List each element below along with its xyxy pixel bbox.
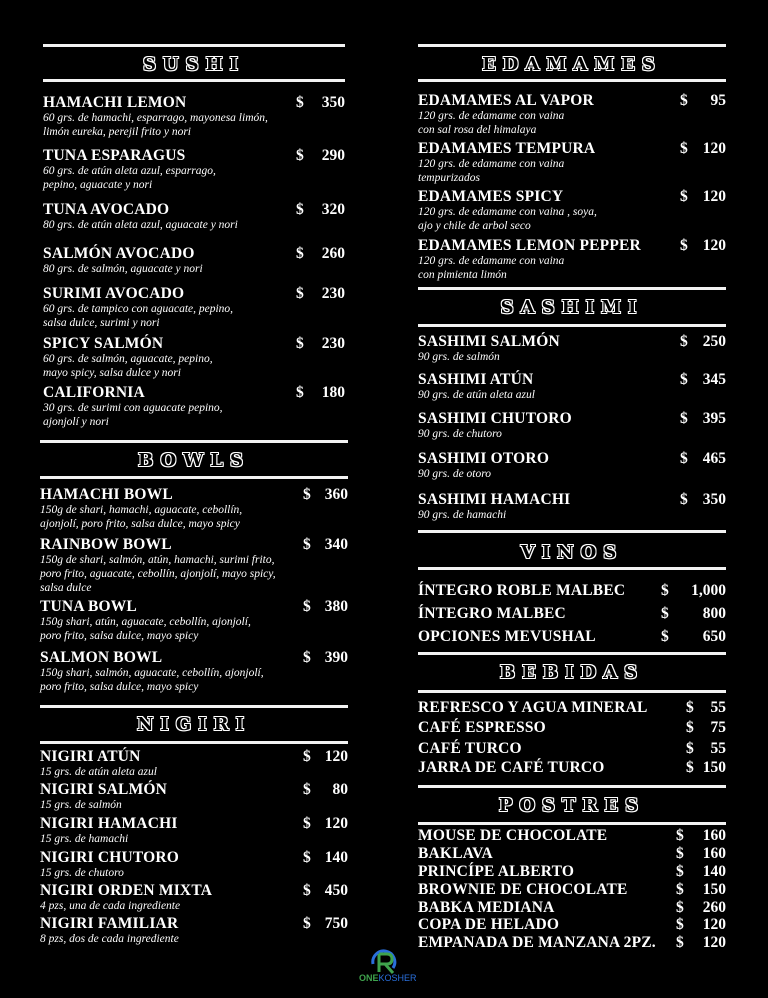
item-description: 15 grs. de hamachi bbox=[40, 833, 129, 845]
item-currency: $ bbox=[661, 582, 669, 599]
item-description: 8 pzs, dos de cada ingrediente bbox=[40, 933, 179, 945]
item-price: 120 bbox=[702, 934, 726, 951]
item-price: 230 bbox=[321, 285, 345, 302]
item-price: 800 bbox=[702, 605, 726, 622]
item-description: con sal rosa del himalaya bbox=[418, 124, 537, 136]
item-name: SURIMI AVOCADO bbox=[43, 285, 185, 302]
item-description: salsa dulce bbox=[40, 582, 92, 594]
item-currency: $ bbox=[676, 916, 684, 933]
item-name: EDAMAMES LEMON PEPPER bbox=[418, 237, 641, 254]
vinos-bottom-rule bbox=[418, 567, 726, 570]
item-description: 90 grs. de hamachi bbox=[418, 509, 507, 521]
item-currency: $ bbox=[661, 628, 669, 645]
item-price: 120 bbox=[702, 237, 726, 254]
item-description: 150g de shari, salmón, atún, hamachi, surimi frito, bbox=[40, 554, 275, 566]
item-price: 160 bbox=[702, 827, 726, 844]
item-description: ajo y chile de arbol seco bbox=[418, 220, 531, 232]
item-price: 150 bbox=[702, 759, 726, 776]
item-currency: $ bbox=[296, 335, 304, 352]
item-currency: $ bbox=[680, 333, 688, 350]
sashimi-top-rule bbox=[418, 287, 726, 290]
nigiri-top-rule bbox=[40, 705, 348, 708]
item-currency: $ bbox=[296, 285, 304, 302]
item-name: CALIFORNIA bbox=[43, 384, 145, 401]
vinos-top-rule bbox=[418, 530, 726, 533]
edamames-top-rule bbox=[418, 44, 726, 47]
item-name: TUNA ESPARAGUS bbox=[43, 147, 186, 164]
item-price: 120 bbox=[702, 140, 726, 157]
item-name: ÍNTEGRO ROBLE MALBEC bbox=[418, 582, 626, 599]
item-description: ajonjolí, poro frito, salsa dulce, mayo spicy bbox=[40, 518, 240, 530]
vinos-section-title: VINOS bbox=[520, 542, 624, 563]
item-price: 350 bbox=[702, 491, 726, 508]
item-currency: $ bbox=[296, 245, 304, 262]
item-currency: $ bbox=[296, 94, 304, 111]
item-price: 750 bbox=[324, 915, 348, 932]
item-currency: $ bbox=[303, 915, 311, 932]
item-description: mayo spicy, salsa dulce y nori bbox=[43, 367, 181, 379]
item-description: con pimienta limón bbox=[418, 269, 507, 281]
item-currency: $ bbox=[686, 719, 694, 736]
bowls-section-title: BOWLS bbox=[137, 450, 251, 471]
item-description: 150g shari, salmón, aguacate, cebollín, ajonjolí, bbox=[40, 667, 264, 679]
item-currency: $ bbox=[303, 882, 311, 899]
item-currency: $ bbox=[680, 140, 688, 157]
item-price: 465 bbox=[702, 450, 726, 467]
item-description: 120 grs. de edamame con vaina bbox=[418, 158, 565, 170]
item-price: 55 bbox=[710, 740, 726, 757]
item-name: SALMÓN AVOCADO bbox=[43, 245, 195, 262]
item-description: ajonjolí y nori bbox=[43, 416, 109, 428]
item-currency: $ bbox=[296, 384, 304, 401]
item-description: 90 grs. de otoro bbox=[418, 468, 492, 480]
item-description: 90 grs. de salmón bbox=[418, 351, 500, 363]
item-price: 80 bbox=[332, 781, 348, 798]
item-description: 15 grs. de chutoro bbox=[40, 867, 124, 879]
item-name: JARRA DE CAFÉ TURCO bbox=[418, 759, 605, 776]
item-description: 80 grs. de salmón, aguacate y nori bbox=[43, 263, 203, 275]
item-name: HAMACHI LEMON bbox=[43, 94, 187, 111]
item-description: 4 pzs, una de cada ingrediente bbox=[40, 900, 181, 912]
item-name: EDAMAMES SPICY bbox=[418, 188, 564, 205]
bebidas-section-title: BEBIDAS bbox=[499, 662, 645, 683]
item-price: 320 bbox=[321, 201, 345, 218]
item-description: 120 grs. de edamame con vaina bbox=[418, 110, 565, 122]
item-name: OPCIONES MEVUSHAL bbox=[418, 628, 596, 645]
item-description: poro frito, salsa dulce, mayo spicy bbox=[40, 681, 199, 693]
item-description: 30 grs. de surimi con aguacate pepino, bbox=[43, 402, 223, 414]
sashimi-bottom-rule bbox=[418, 324, 726, 327]
item-name: EDAMAMES TEMPURA bbox=[418, 140, 596, 157]
item-price: 1,000 bbox=[691, 582, 726, 599]
item-currency: $ bbox=[303, 486, 311, 503]
item-currency: $ bbox=[303, 748, 311, 765]
item-description: 60 grs. de salmón, aguacate, pepino, bbox=[43, 353, 213, 365]
item-currency: $ bbox=[680, 237, 688, 254]
sushi-bottom-rule bbox=[43, 79, 345, 82]
item-description: 60 grs. de hamachi, esparrago, mayonesa limón, bbox=[43, 112, 268, 124]
item-currency: $ bbox=[303, 649, 311, 666]
nigiri-section-title: NIGIRI bbox=[136, 714, 252, 735]
item-name: SASHIMI SALMÓN bbox=[418, 333, 560, 350]
item-currency: $ bbox=[676, 899, 684, 916]
item-name: PRINCÍPE ALBERTO bbox=[418, 863, 575, 880]
postres-section-title: POSTRES bbox=[498, 795, 646, 816]
item-name: CAFÉ TURCO bbox=[418, 740, 522, 757]
item-currency: $ bbox=[296, 147, 304, 164]
bowls-top-rule bbox=[40, 440, 348, 443]
item-name: SPICY SALMÓN bbox=[43, 335, 164, 352]
sushi-top-rule bbox=[43, 44, 345, 47]
sashimi-section-title: SASHIMI bbox=[500, 297, 644, 318]
item-name: SASHIMI OTORO bbox=[418, 450, 550, 467]
item-name: SASHIMI CHUTORO bbox=[418, 410, 572, 427]
item-name: BROWNIE DE CHOCOLATE bbox=[418, 881, 628, 898]
item-name: REFRESCO Y AGUA MINERAL bbox=[418, 699, 648, 716]
item-name: NIGIRI CHUTORO bbox=[40, 849, 180, 866]
item-price: 120 bbox=[702, 916, 726, 933]
logo-text-one: ONE bbox=[359, 973, 379, 983]
item-description: poro frito, aguacate, cebollín, ajonjolí, mayo spicy, bbox=[40, 568, 276, 580]
item-name: NIGIRI SALMÓN bbox=[40, 781, 168, 798]
item-price: 340 bbox=[324, 536, 348, 553]
logo-text-kosher: KOSHER bbox=[378, 973, 417, 983]
item-name: SASHIMI ATÚN bbox=[418, 371, 534, 388]
item-price: 390 bbox=[324, 649, 348, 666]
item-description: 90 grs. de chutoro bbox=[418, 428, 502, 440]
item-description: 120 grs. de edamame con vaina , soya, bbox=[418, 206, 597, 218]
item-name: EMPANADA DE MANZANA 2PZ. bbox=[418, 934, 656, 951]
edamames-section-title: EDAMAMES bbox=[482, 54, 662, 75]
item-currency: $ bbox=[680, 491, 688, 508]
item-currency: $ bbox=[676, 934, 684, 951]
item-price: 120 bbox=[324, 815, 348, 832]
item-price: 380 bbox=[324, 598, 348, 615]
item-price: 360 bbox=[324, 486, 348, 503]
bebidas-bottom-rule bbox=[418, 690, 726, 693]
item-price: 345 bbox=[702, 371, 726, 388]
item-currency: $ bbox=[303, 849, 311, 866]
item-currency: $ bbox=[296, 201, 304, 218]
item-currency: $ bbox=[680, 371, 688, 388]
item-description: 15 grs. de salmón bbox=[40, 799, 122, 811]
item-currency: $ bbox=[686, 740, 694, 757]
item-price: 650 bbox=[702, 628, 726, 645]
item-name: BAKLAVA bbox=[418, 845, 493, 862]
postres-top-rule bbox=[418, 785, 726, 788]
item-name: NIGIRI FAMILIAR bbox=[40, 915, 179, 932]
item-name: RAINBOW BOWL bbox=[40, 536, 172, 553]
item-currency: $ bbox=[303, 781, 311, 798]
item-price: 250 bbox=[702, 333, 726, 350]
item-price: 120 bbox=[324, 748, 348, 765]
item-name: COPA DE HELADO bbox=[418, 916, 560, 933]
item-currency: $ bbox=[680, 410, 688, 427]
item-currency: $ bbox=[680, 188, 688, 205]
item-name: NIGIRI HAMACHI bbox=[40, 815, 178, 832]
item-name: CAFÉ ESPRESSO bbox=[418, 719, 546, 736]
item-price: 75 bbox=[710, 719, 726, 736]
onekosher-logo bbox=[357, 942, 417, 986]
item-currency: $ bbox=[676, 845, 684, 862]
item-description: poro frito, salsa dulce, mayo spicy bbox=[40, 630, 199, 642]
item-price: 120 bbox=[702, 188, 726, 205]
item-name: BABKA MEDIANA bbox=[418, 899, 555, 916]
item-description: limón eureka, perejil frito y nori bbox=[43, 126, 191, 138]
item-name: HAMACHI BOWL bbox=[40, 486, 173, 503]
item-price: 290 bbox=[321, 147, 345, 164]
postres-bottom-rule bbox=[418, 822, 726, 825]
item-description: salsa dulce, surimi y nori bbox=[43, 317, 160, 329]
item-description: pepino, aguacate y nori bbox=[43, 179, 153, 191]
nigiri-bottom-rule bbox=[40, 741, 348, 744]
item-name: SALMON BOWL bbox=[40, 649, 163, 666]
bebidas-top-rule bbox=[418, 652, 726, 655]
item-description: 60 grs. de tampico con aguacate, pepino, bbox=[43, 303, 234, 315]
item-description: 150g de shari, hamachi, aguacate, cebollín, bbox=[40, 504, 243, 516]
item-currency: $ bbox=[680, 450, 688, 467]
edamames-bottom-rule bbox=[418, 79, 726, 82]
item-description: 120 grs. de edamame con vaina bbox=[418, 255, 565, 267]
item-description: 150g shari, atún, aguacate, cebollín, ajonjolí, bbox=[40, 616, 251, 628]
item-price: 260 bbox=[702, 899, 726, 916]
item-currency: $ bbox=[680, 92, 688, 109]
item-currency: $ bbox=[676, 881, 684, 898]
item-price: 140 bbox=[324, 849, 348, 866]
item-price: 150 bbox=[702, 881, 726, 898]
item-description: 15 grs. de atún aleta azul bbox=[40, 766, 157, 778]
item-price: 395 bbox=[702, 410, 726, 427]
item-price: 230 bbox=[321, 335, 345, 352]
item-name: NIGIRI ATÚN bbox=[40, 748, 141, 765]
sushi-section-title: SUSHI bbox=[142, 54, 246, 75]
item-currency: $ bbox=[686, 759, 694, 776]
item-name: NIGIRI ORDEN MIXTA bbox=[40, 882, 213, 899]
item-description: 90 grs. de atún aleta azul bbox=[418, 389, 535, 401]
item-price: 180 bbox=[321, 384, 345, 401]
item-currency: $ bbox=[686, 699, 694, 716]
item-description: 80 grs. de atún aleta azul, aguacate y nori bbox=[43, 219, 238, 231]
item-name: TUNA AVOCADO bbox=[43, 201, 170, 218]
item-name: SASHIMI HAMACHI bbox=[418, 491, 571, 508]
item-name: ÍNTEGRO MALBEC bbox=[418, 605, 566, 622]
item-price: 55 bbox=[710, 699, 726, 716]
item-currency: $ bbox=[303, 598, 311, 615]
item-currency: $ bbox=[303, 536, 311, 553]
item-name: EDAMAMES AL VAPOR bbox=[418, 92, 594, 109]
item-name: MOUSE DE CHOCOLATE bbox=[418, 827, 608, 844]
item-currency: $ bbox=[676, 827, 684, 844]
item-currency: $ bbox=[661, 605, 669, 622]
item-price: 95 bbox=[710, 92, 726, 109]
item-currency: $ bbox=[676, 863, 684, 880]
item-price: 450 bbox=[324, 882, 348, 899]
item-price: 350 bbox=[321, 94, 345, 111]
item-description: tempurizados bbox=[418, 172, 480, 184]
bowls-bottom-rule bbox=[40, 476, 348, 479]
item-price: 160 bbox=[702, 845, 726, 862]
item-price: 260 bbox=[321, 245, 345, 262]
item-name: TUNA BOWL bbox=[40, 598, 137, 615]
item-description: 60 grs. de atún aleta azul, esparrago, bbox=[43, 165, 216, 177]
item-price: 140 bbox=[702, 863, 726, 880]
item-currency: $ bbox=[303, 815, 311, 832]
